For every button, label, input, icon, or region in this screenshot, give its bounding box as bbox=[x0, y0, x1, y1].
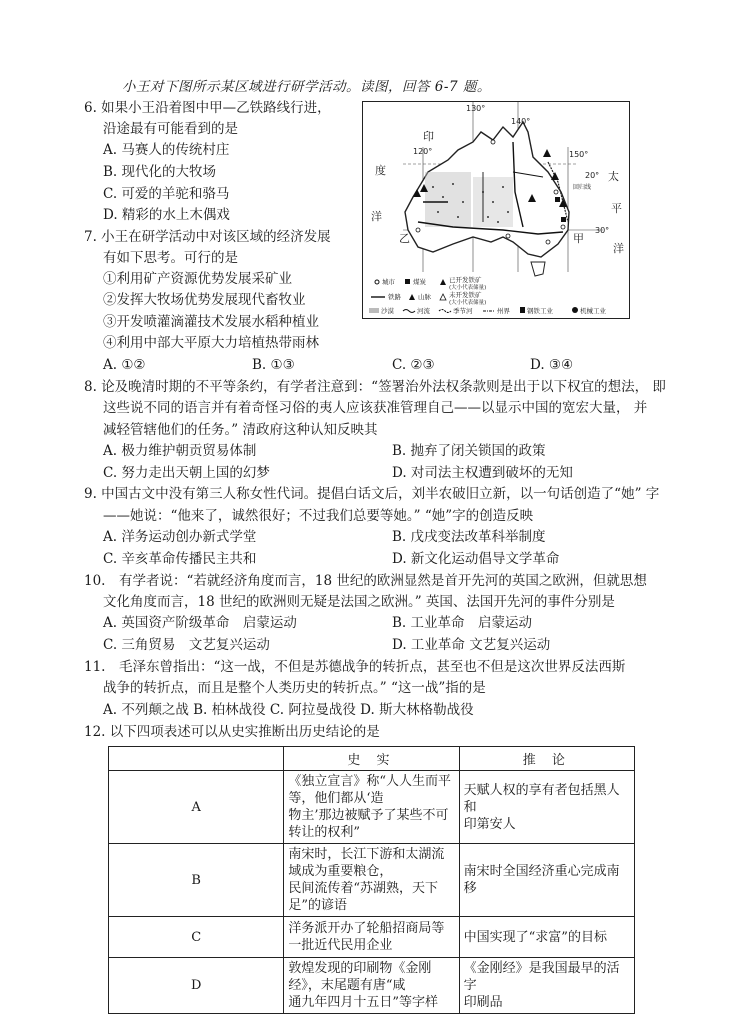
q10-option-d: D. 工业革命 文艺复兴运动 bbox=[392, 637, 551, 653]
map-tropic-label: 回归线 bbox=[573, 184, 592, 191]
q7-option-c: C. ②③ bbox=[392, 357, 435, 373]
q6-option-d: D. 精彩的水上木偶戏 bbox=[103, 207, 230, 223]
row-key: D bbox=[109, 958, 284, 1014]
map-lon-130: 130° bbox=[466, 104, 486, 113]
q6-stem-line1: 6. 如果小王沿着图中甲—乙铁路线行进， bbox=[84, 100, 331, 116]
row-conclusion: 中国实现了“求富”的目标 bbox=[459, 917, 634, 958]
q9-option-d: D. 新文化运动倡导文学革命 bbox=[392, 551, 560, 567]
q7-option-b: B. ①③ bbox=[252, 357, 295, 373]
legend-iron-undeveloped-note: (大小代表储量) bbox=[449, 300, 487, 306]
map-lon-120: 120° bbox=[413, 147, 433, 156]
legend-desert: 沙漠 bbox=[381, 307, 394, 315]
q10-option-b: B. 工业革命 启蒙运动 bbox=[392, 615, 533, 631]
table-row bbox=[109, 958, 635, 1014]
q8-line3: 减轻管辖他们的任务。” 清政府这种认知反映其 bbox=[103, 422, 378, 438]
q11-line2: 战争的转折点，而且是整个人类历史的转折点。” “这一战”指的是 bbox=[103, 680, 486, 696]
q9-option-c: C. 辛亥革命传播民主共和 bbox=[103, 551, 257, 567]
map-lon-150: 150° bbox=[569, 150, 589, 159]
q9-option-a: A. 洋务运动创办新式学堂 bbox=[103, 529, 257, 545]
row-fact: 洋务派开办了轮船招商局等一批近代民用企业 bbox=[284, 917, 459, 958]
q10-line1: 10. 有学者说：“若就经济角度而言，18 世纪的欧洲显然是首开先河的英国之欧洲，但就思想 bbox=[84, 573, 647, 589]
q12-table bbox=[108, 746, 635, 1014]
legend-steel: 钢铁工业 bbox=[527, 307, 553, 315]
q6-option-c: C. 可爱的羊驼和骆马 bbox=[103, 186, 230, 202]
map-ocean-yin: 印 bbox=[423, 130, 434, 143]
map-lat-20: 20° bbox=[585, 171, 600, 180]
map-place-yi: 乙 bbox=[399, 232, 410, 245]
q7-stem-line2: 有如下思考。可行的是 bbox=[103, 250, 238, 266]
q11-options: A. 不列颠之战 B. 柏林战役 C. 阿拉曼战役 D. 斯大林格勒战役 bbox=[103, 702, 474, 718]
row-fact: 敦煌发现的印刷物《金刚经》，末尾题有唐“咸 通九年四月十五日”等字样 bbox=[284, 958, 459, 1014]
q12-stem: 12. 以下四项表述可以从史实推断出历史结论的是 bbox=[84, 724, 380, 740]
table-row bbox=[109, 844, 635, 917]
q7-item-4: ④利用中部大平原大力培植热带雨林 bbox=[103, 335, 319, 351]
map-ocean-tai: 太 bbox=[608, 170, 619, 183]
map-ocean-ping: 平 bbox=[611, 202, 622, 215]
legend-iron-undeveloped: 未开发铁矿 bbox=[449, 291, 482, 299]
q9-option-b: B. 戊戌变法改革科举制度 bbox=[392, 529, 546, 545]
q8-option-b: B. 抛弃了闭关锁国的政策 bbox=[392, 443, 546, 459]
q8-line2: 这些说不同的语言并有着奇怪习俗的夷人应该获准管理自己——以显示中国的宽宏大量， 并 bbox=[103, 400, 648, 416]
row-fact: 南宋时，长江下游和太湖流域成为重要粮仓， 民间流传着“苏湖熟，天下足”的谚语 bbox=[284, 844, 459, 917]
q10-line2: 文化角度而言，18 世纪的欧洲则无疑是法国之欧洲。” 英国、法国开先河的事件分别是 bbox=[103, 594, 615, 610]
q10-option-c: C. 三角贸易 文艺复兴运动 bbox=[103, 637, 270, 653]
map-ocean-du: 度 bbox=[375, 164, 386, 177]
q8-option-d: D. 对司法主权遭到破坏的无知 bbox=[392, 465, 573, 481]
map-place-jia: 甲 bbox=[573, 232, 584, 245]
row-key: C bbox=[109, 917, 284, 958]
q6-option-b: B. 现代化的大牧场 bbox=[103, 164, 217, 180]
row-conclusion: 南宋时全国经济重心完成南移 bbox=[459, 844, 634, 917]
q8-option-a: A. 极力维护朝贡贸易体制 bbox=[103, 443, 257, 459]
q9-line1: 9. 中国古文中没有第三人称女性代词。提倡白话文后，刘半农破旧立新，以一句话创造了“她” 字 bbox=[84, 486, 660, 502]
row-key: B bbox=[109, 844, 284, 917]
map-ocean-yang2: 洋 bbox=[613, 242, 624, 255]
map-ocean-yang: 洋 bbox=[371, 210, 382, 223]
legend-railway: 铁路 bbox=[388, 293, 401, 301]
map-lat-30: 30° bbox=[595, 226, 610, 235]
q7-item-2: ②发挥大牧场优势发展现代畜牧业 bbox=[103, 292, 306, 308]
table-header-blank bbox=[109, 747, 284, 771]
q7-item-1: ①利用矿产资源优势发展采矿业 bbox=[103, 271, 292, 287]
row-fact: 《独立宣言》称“人人生而平等，他们都从‘造 物主’那边被赋予了某些不可转让的权利” bbox=[284, 771, 459, 844]
legend-machinery: 机械工业 bbox=[580, 307, 606, 315]
q8-option-c: C. 努力走出天朝上国的幻梦 bbox=[103, 465, 270, 481]
q7-option-d: D. ③④ bbox=[530, 357, 574, 373]
row-key: A bbox=[109, 771, 284, 844]
table-row bbox=[109, 771, 635, 844]
legend-river: 河流 bbox=[417, 307, 430, 315]
legend-state-border: 州界 bbox=[497, 307, 510, 315]
legend-iron-developed: 已开发铁矿 bbox=[449, 276, 482, 284]
legend-coal: 煤炭 bbox=[413, 278, 426, 286]
table-row bbox=[109, 917, 635, 958]
q8-line1: 8. 论及晚清时期的不平等条约，有学者注意到：“签署治外法权条款则是出于以下权宜的想法， 即 bbox=[84, 379, 666, 395]
legend-mountain: 山脉 bbox=[418, 293, 431, 301]
table-header-conclusion: 推 论 bbox=[459, 747, 634, 771]
legend-iron-developed-note: (大小代表储量) bbox=[449, 285, 487, 291]
legend-city: 城市 bbox=[382, 278, 395, 286]
q6-stem-line2: 沿途最有可能看到的是 bbox=[103, 121, 238, 137]
intro-text: 小王对下图所示某区域进行研学活动。读图，回答 6-7 题。 bbox=[122, 79, 491, 95]
row-conclusion: 天赋人权的享有者包括黑人和 印第安人 bbox=[459, 771, 634, 844]
table-header-facts: 史 实 bbox=[284, 747, 459, 771]
q10-option-a: A. 英国资产阶级革命 启蒙运动 bbox=[103, 615, 297, 631]
q7-option-a: A. ①② bbox=[103, 357, 146, 373]
q7-stem-line1: 7. 小王在研学活动中对该区域的经济发展 bbox=[84, 229, 331, 245]
legend-seasonal-river: 季节河 bbox=[453, 307, 473, 315]
q7-item-3: ③开发喷灌滴灌技术发展水稻种植业 bbox=[103, 314, 319, 330]
q6-option-a: A. 马赛人的传统村庄 bbox=[103, 142, 230, 158]
q11-line1: 11. 毛泽东曾指出：“这一战，不但是苏德战争的转折点，甚至也不但是这次世界反法西斯 bbox=[84, 659, 626, 675]
australia-map bbox=[362, 101, 630, 319]
row-conclusion: 《金刚经》是我国最早的活字 印刷品 bbox=[459, 958, 634, 1014]
map-lon-140: 140° bbox=[511, 117, 531, 126]
q9-line2: ——她说：“他来了，诚然很好；不过我们总要等她。” “她”字的创造反映 bbox=[103, 508, 534, 524]
